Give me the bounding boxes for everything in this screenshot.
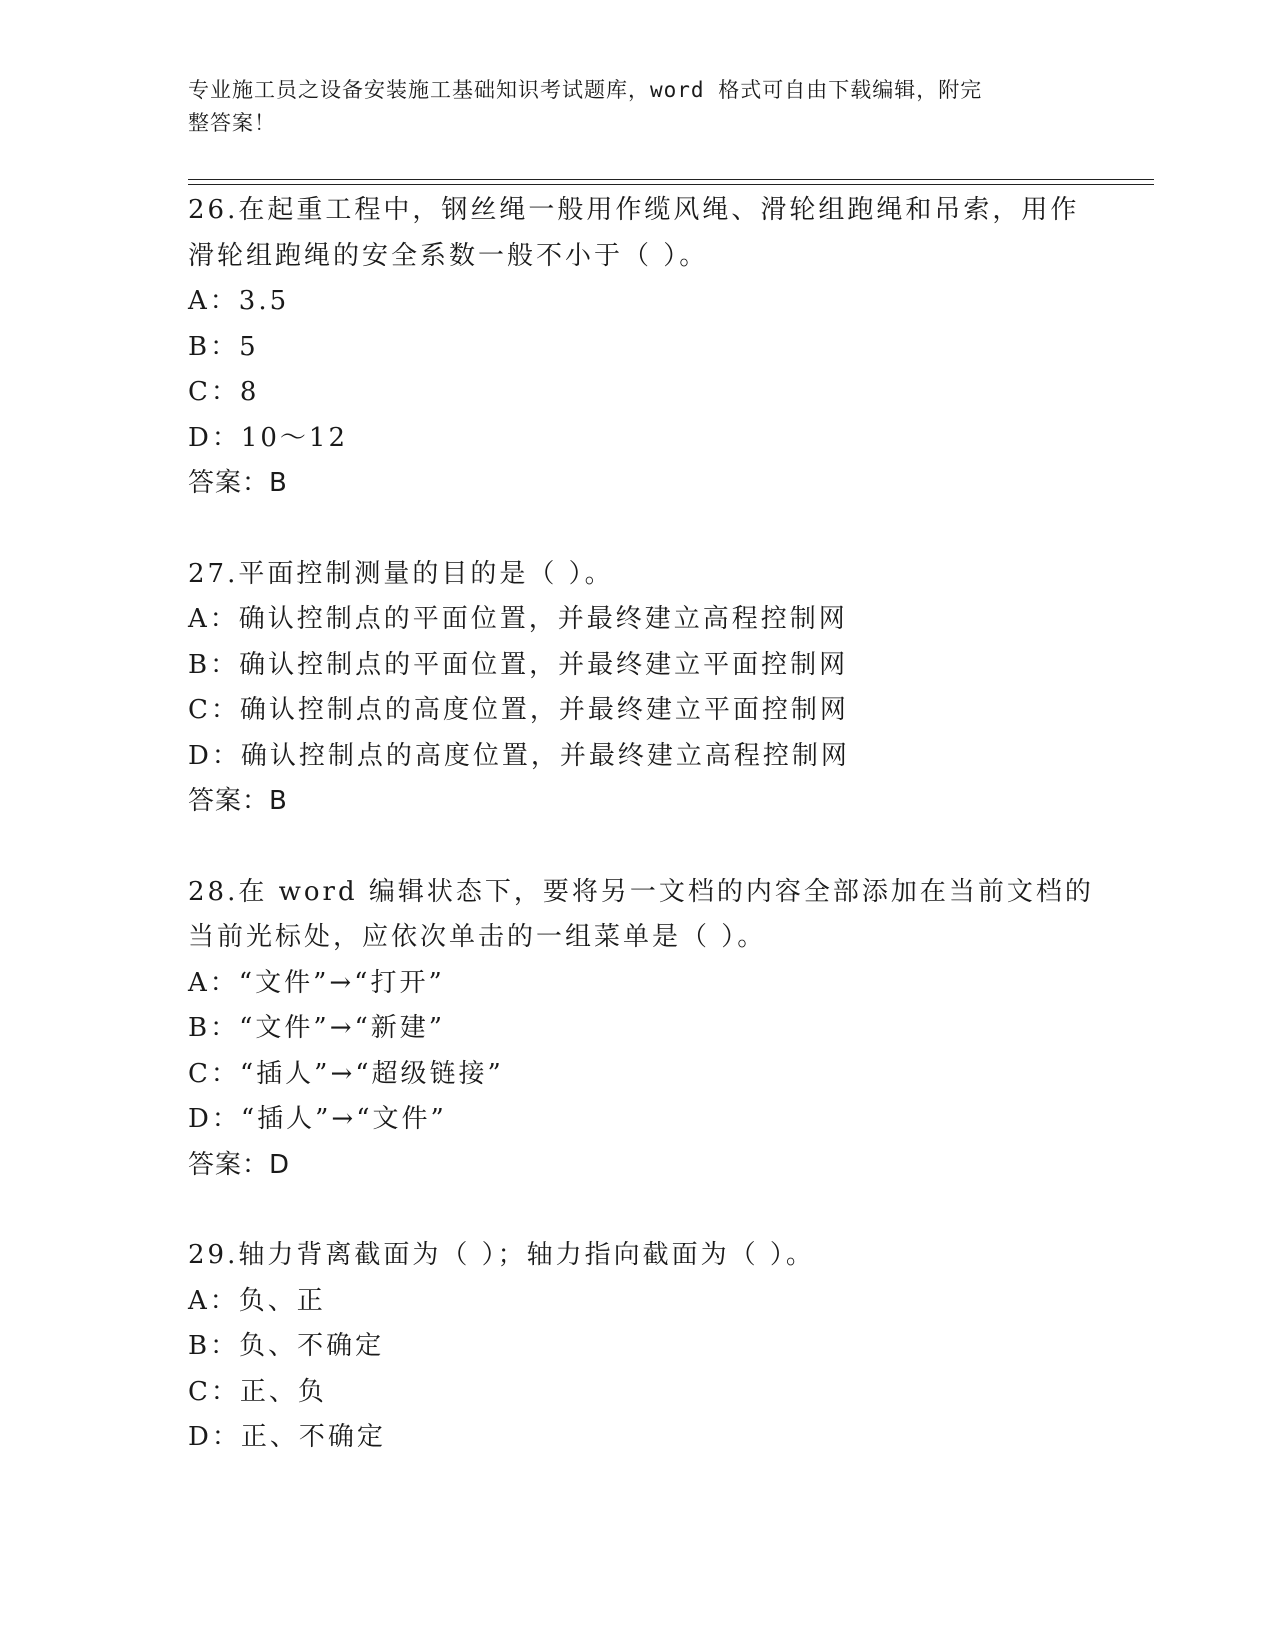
- header-line-1: 专业施工员之设备安装施工基础知识考试题库，word 格式可自由下载编辑，附完: [188, 78, 983, 102]
- option-c: C：正、负: [188, 1376, 327, 1407]
- stem-line: 29.轴力背离截面为（ ）；轴力指向截面为（ ）。: [188, 1240, 815, 1270]
- question-27: [188, 552, 1154, 825]
- question-list: [188, 188, 1154, 1506]
- option-d: D：确认控制点的高度位置，并最终建立高程控制网: [188, 740, 850, 771]
- option-d: D：正、不确定: [188, 1422, 386, 1452]
- option-a: A：负、正: [188, 1285, 326, 1316]
- answer-label: 答案：D: [188, 1149, 291, 1180]
- option-b: B：5: [188, 331, 259, 362]
- question-stem: [188, 552, 1154, 598]
- option-c: C：确认控制点的高度位置，并最终建立平面控制网: [188, 695, 849, 725]
- stem-line: 26.在起重工程中，钢丝绳一般用作缆风绳、滑轮组跑绳和吊索，用作: [188, 195, 1080, 225]
- stem-line: 28.在 word 编辑状态下，要将另一文档的内容全部添加在当前文档的: [188, 876, 1094, 907]
- header-divider-top: [188, 179, 1154, 180]
- question-29: [188, 1233, 1154, 1461]
- option-b: B：确认控制点的平面位置，并最终建立平面控制网: [188, 649, 849, 680]
- option-b: B：“文件”→“新建”: [188, 1013, 446, 1043]
- stem-line: 滑轮组跑绳的安全系数一般不小于（ ）。: [188, 240, 709, 271]
- stem-line: 27.平面控制测量的目的是（ ）。: [188, 558, 614, 589]
- question-stem: [188, 1233, 1154, 1279]
- option-c: C：8: [188, 377, 260, 407]
- option-a: A：“文件”→“打开”: [188, 967, 445, 998]
- question-28: [188, 870, 1154, 1189]
- question-stem: [188, 188, 1154, 279]
- stem-line: 当前光标处，应依次单击的一组菜单是（ ）。: [188, 922, 767, 952]
- option-a: A：确认控制点的平面位置，并最终建立高程控制网: [188, 604, 848, 634]
- option-d: D：10～12: [188, 422, 349, 453]
- question-stem: [188, 870, 1154, 961]
- document-header: [188, 74, 1088, 140]
- header-divider-bottom: [188, 184, 1154, 185]
- option-a: A：3.5: [188, 286, 290, 316]
- header-line-2: 整答案！: [188, 111, 276, 135]
- option-b: B：负、不确定: [188, 1331, 385, 1361]
- answer-label: 答案：B: [188, 468, 288, 498]
- question-26: [188, 188, 1154, 507]
- option-d: D：“插人”→“文件”: [188, 1104, 447, 1134]
- option-c: C：“插人”→“超级链接”: [188, 1058, 504, 1089]
- answer-label: 答案：B: [188, 786, 288, 816]
